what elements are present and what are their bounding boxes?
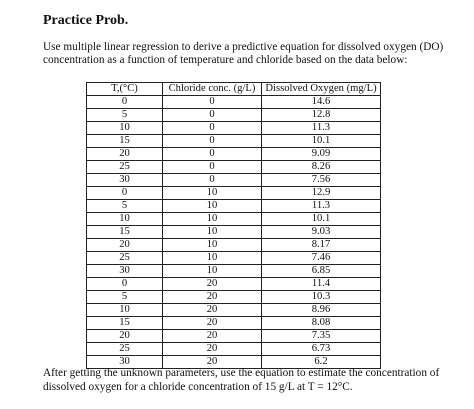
cell-dissolved-oxygen: 8.08 (262, 317, 381, 330)
table-row (87, 252, 381, 265)
cell-chloride: 0 (163, 161, 262, 174)
cell-temperature: 25 (87, 343, 163, 356)
cell-dissolved-oxygen: 11.3 (262, 200, 381, 213)
cell-chloride: 10 (163, 239, 262, 252)
cell-chloride: 20 (163, 291, 262, 304)
column-header-chloride: Chloride conc. (g/L) (163, 83, 262, 96)
follow-up-line: dissolved oxygen for a chloride concentration of 15 g/L at T = 12°C. (43, 380, 353, 393)
cell-chloride: 0 (163, 148, 262, 161)
cell-temperature: 30 (87, 265, 163, 278)
cell-temperature: 20 (87, 239, 163, 252)
table-row (87, 200, 381, 213)
cell-dissolved-oxygen: 6.2 (262, 356, 381, 369)
cell-dissolved-oxygen: 6.73 (262, 343, 381, 356)
cell-temperature: 10 (87, 122, 163, 135)
cell-dissolved-oxygen: 11.4 (262, 278, 381, 291)
table-row (87, 213, 381, 226)
cell-temperature: 5 (87, 200, 163, 213)
cell-dissolved-oxygen: 14.6 (262, 96, 381, 109)
table-row (87, 148, 381, 161)
cell-dissolved-oxygen: 12.8 (262, 109, 381, 122)
cell-temperature: 30 (87, 174, 163, 187)
cell-chloride: 20 (163, 278, 262, 291)
column-header-dissolved-oxygen: Dissolved Oxygen (mg/L) (262, 83, 381, 96)
cell-dissolved-oxygen: 7.46 (262, 252, 381, 265)
table-row (87, 330, 381, 343)
cell-chloride: 0 (163, 96, 262, 109)
cell-chloride: 10 (163, 187, 262, 200)
cell-chloride: 20 (163, 330, 262, 343)
cell-dissolved-oxygen: 9.09 (262, 148, 381, 161)
cell-temperature: 15 (87, 317, 163, 330)
cell-temperature: 0 (87, 96, 163, 109)
table-row (87, 122, 381, 135)
table-row (87, 343, 381, 356)
cell-dissolved-oxygen: 8.17 (262, 239, 381, 252)
cell-dissolved-oxygen: 10.1 (262, 213, 381, 226)
cell-chloride: 10 (163, 252, 262, 265)
cell-dissolved-oxygen: 8.96 (262, 304, 381, 317)
data-table (86, 82, 381, 369)
column-header-temperature: T,(°C) (87, 83, 163, 96)
cell-temperature: 0 (87, 187, 163, 200)
problem-statement-line: Use multiple linear regression to derive a predictive equation for dissolved oxygen (DO) (43, 41, 444, 53)
cell-temperature: 5 (87, 291, 163, 304)
follow-up-line: After getting the unknown parameters, use the equation to estimate the concentration of (43, 367, 440, 379)
cell-chloride: 20 (163, 304, 262, 317)
table-body (87, 96, 381, 369)
problem-statement-line: concentration as a function of temperature and chloride based on the data below: (43, 54, 408, 66)
cell-chloride: 10 (163, 213, 262, 226)
cell-chloride: 0 (163, 122, 262, 135)
cell-dissolved-oxygen: 10.1 (262, 135, 381, 148)
cell-dissolved-oxygen: 7.56 (262, 174, 381, 187)
cell-dissolved-oxygen: 7.35 (262, 330, 381, 343)
cell-temperature: 20 (87, 330, 163, 343)
cell-temperature: 15 (87, 135, 163, 148)
cell-dissolved-oxygen: 9.03 (262, 226, 381, 239)
cell-chloride: 20 (163, 317, 262, 330)
table-row (87, 161, 381, 174)
cell-chloride: 20 (163, 356, 262, 369)
cell-temperature: 25 (87, 252, 163, 265)
cell-chloride: 0 (163, 174, 262, 187)
cell-temperature: 10 (87, 304, 163, 317)
cell-dissolved-oxygen: 12.9 (262, 187, 381, 200)
cell-temperature: 25 (87, 161, 163, 174)
table-row (87, 304, 381, 317)
cell-chloride: 10 (163, 226, 262, 239)
cell-dissolved-oxygen: 6.85 (262, 265, 381, 278)
table-header-row (87, 83, 381, 96)
cell-chloride: 20 (163, 343, 262, 356)
table-row (87, 135, 381, 148)
cell-temperature: 0 (87, 278, 163, 291)
table-row (87, 278, 381, 291)
table-row (87, 174, 381, 187)
cell-chloride: 0 (163, 109, 262, 122)
cell-temperature: 30 (87, 356, 163, 369)
cell-dissolved-oxygen: 10.3 (262, 291, 381, 304)
follow-up-question (43, 367, 468, 394)
cell-temperature: 5 (87, 109, 163, 122)
table-row (87, 96, 381, 109)
problem-statement (43, 41, 463, 67)
table-row (87, 187, 381, 200)
cell-temperature: 20 (87, 148, 163, 161)
cell-chloride: 10 (163, 265, 262, 278)
table-row (87, 109, 381, 122)
cell-chloride: 10 (163, 200, 262, 213)
table-row (87, 265, 381, 278)
cell-temperature: 10 (87, 213, 163, 226)
table-row (87, 291, 381, 304)
cell-dissolved-oxygen: 8.26 (262, 161, 381, 174)
table-row (87, 317, 381, 330)
cell-dissolved-oxygen: 11.3 (262, 122, 381, 135)
cell-chloride: 0 (163, 135, 262, 148)
table-row (87, 239, 381, 252)
problem-heading: Practice Prob. (43, 13, 129, 28)
cell-temperature: 15 (87, 226, 163, 239)
table-row (87, 226, 381, 239)
